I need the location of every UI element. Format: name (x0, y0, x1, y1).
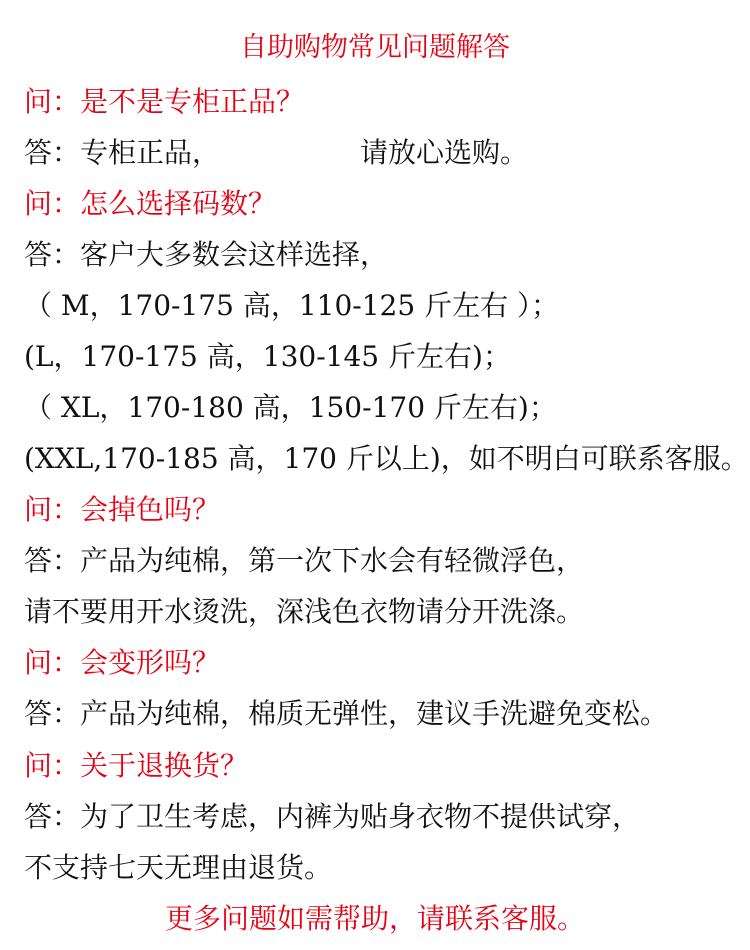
answer-text: 答：专柜正品， (24, 136, 221, 169)
faq-question-deformation: 问：会变形吗？ (24, 646, 221, 679)
size-row-m: （ M，170-175 高，110-125 斤左右 ）； (24, 289, 559, 322)
size-row-xl: （ XL，170-180 高，150-170 斤左右)； (24, 391, 557, 424)
answer-text: 请放心选购。 (360, 136, 529, 169)
page-title: 自助购物常见问题解答 (240, 32, 510, 63)
size-row-l: (L，170-175 高，130-145 斤左右)； (24, 340, 511, 373)
help-footer: 更多问题如需帮助，请联系客服。 (164, 902, 585, 935)
faq-question-authenticity: 问：是不是专柜正品？ (24, 85, 305, 118)
faq-answer-fading-line: 答：产品为纯棉，第一次下水会有轻微浮色， (24, 544, 585, 577)
faq-answer-size-line: 答：客户大多数会这样选择， (24, 238, 389, 271)
faq-answer-authenticity (24, 133, 744, 173)
faq-question-size: 问：怎么选择码数？ (24, 187, 277, 220)
faq-answer-returns-line: 不支持七天无理由退货。 (24, 851, 333, 884)
faq-answer-fading-line: 请不要用开水烫洗，深浅色衣物请分开洗涤。 (24, 595, 585, 628)
faq-question-returns: 问：关于退换货？ (24, 749, 249, 782)
faq-answer-deformation: 答：产品为纯棉，棉质无弹性，建议手洗避免变松。 (24, 697, 669, 730)
size-row-xxl: (XXL,170-185 高，170 斤以上)，如不明白可联系客服。 (24, 442, 749, 475)
faq-question-fading: 问：会掉色吗？ (24, 493, 221, 526)
faq-answer-returns-line: 答：为了卫生考虑，内裤为贴身衣物不提供试穿， (24, 800, 641, 833)
